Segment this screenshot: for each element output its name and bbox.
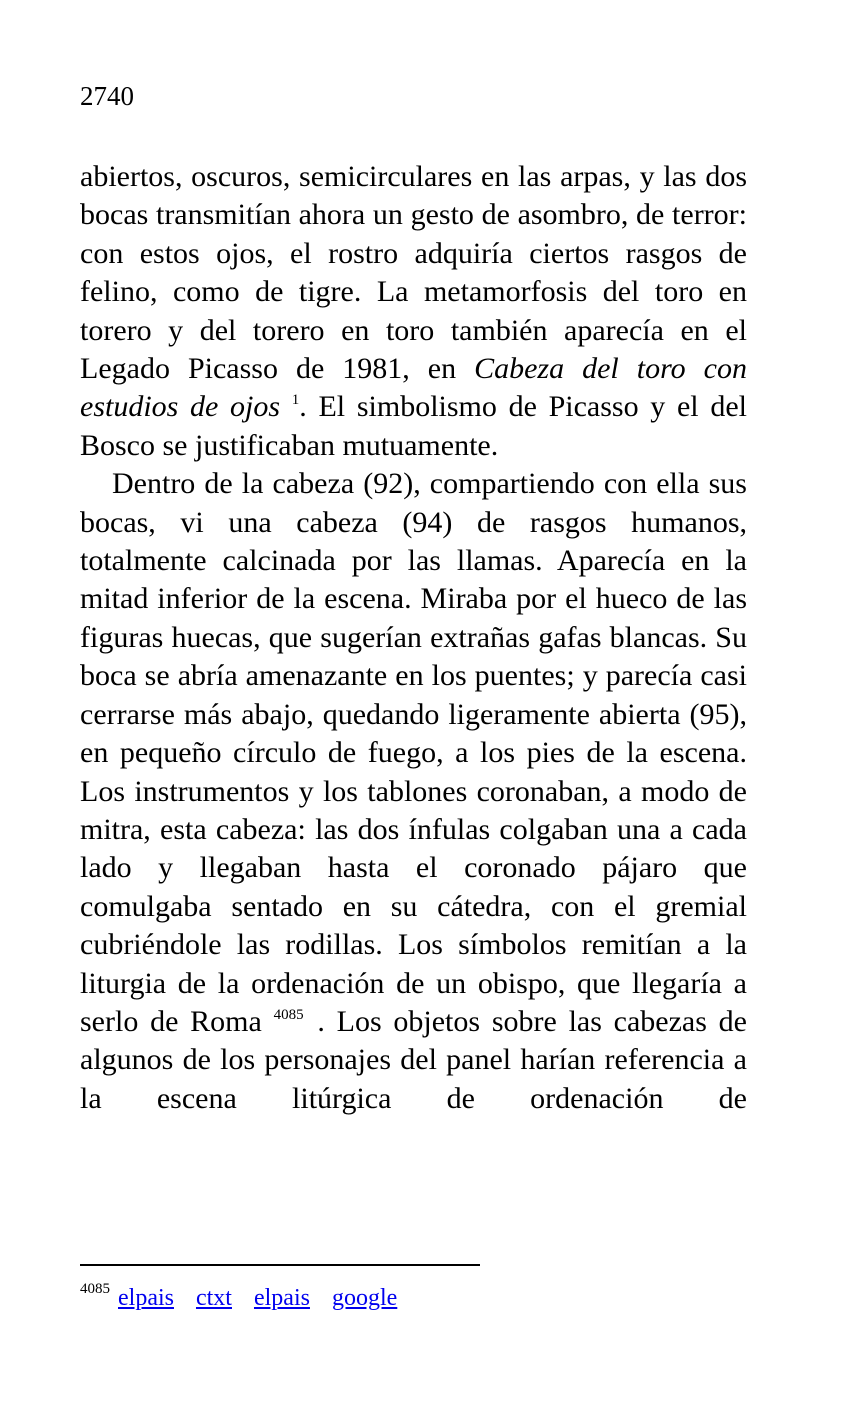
artwork-title: Cabeza del toro con estudios de ojos — [80, 352, 747, 424]
paragraph-2 — [80, 465, 747, 1118]
footnote — [80, 1283, 411, 1313]
body-text — [80, 158, 747, 1118]
paragraph-2-text: Dentro de la cabeza (92), compartiendo con ella sus bocas, vi una cabeza (94) de rasgos humanos, totalmente calcinada por las llamas. Aparecía en la mitad inferior de la escena. Miraba por el hueco de las figuras huecas, que sugerían extrañas gafas blancas. Su boca se abría amenazante en los puentes; y parecía casi cerrarse más abajo, quedando ligeramente abierta (95), en pequeño círculo de fuego, a los pies de la escena. Los instrumentos y los tablones coronaban, a modo de mitra, esta cabeza: las dos ínfulas colgaban una a cada lado y llegaban hasta el coronado pájaro que comulgaba sentado en su cátedra, con el gremial cubriéndole las rodillas. Los símbolos remitían a la liturgia de la ordenación de un obispo, que llegaría a serlo de Roma — [80, 467, 747, 1038]
footnote-link-ctxt[interactable]: ctxt — [195, 1285, 232, 1311]
footnote-link-elpais[interactable]: elpais — [118, 1285, 174, 1311]
footnote-link-google[interactable]: google — [331, 1285, 398, 1311]
paragraph-1-text-end: . El simbolismo de Picasso y el del Bosco se justificaban mutuamente. — [80, 390, 747, 462]
footnote-divider — [80, 1264, 480, 1266]
paragraph-2-text-end: . Los objetos sobre las cabezas de algunos de los personajes del panel harían referencia a la escena litúrgica de ordenación de — [80, 1004, 747, 1115]
footnote-number: 4085 — [80, 1281, 110, 1297]
footnote-link-elpais-2[interactable]: elpais — [253, 1285, 310, 1311]
reference-mark: 1 — [291, 392, 300, 409]
footnote-reference-mark[interactable]: 4085 — [273, 1006, 304, 1023]
page-number: 2740 — [80, 81, 134, 111]
paragraph-1-text: abiertos, oscuros, semicirculares en las arpas, y las dos bocas transmitían ahora un gesto de asombro, de terror: con estos ojos, el rostro adquiría ciertos rasgos de felino, como de tigre. La metamorfosis del toro en torero y del torero en toro también aparecía en el Legado Picasso de 1981, en — [80, 160, 747, 386]
paragraph-1 — [80, 158, 747, 465]
